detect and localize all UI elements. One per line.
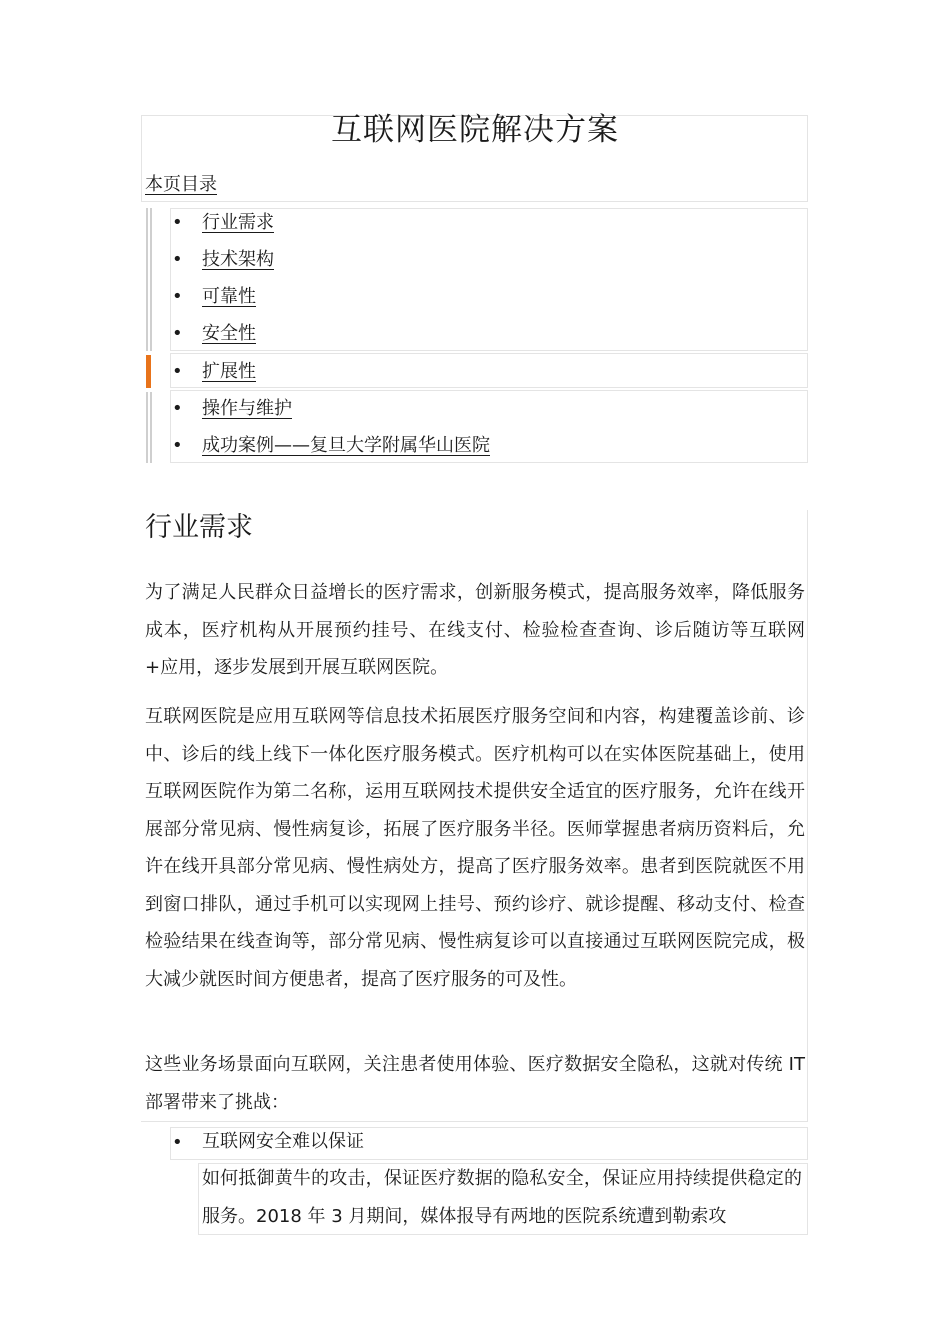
bullet-icon: •	[172, 323, 183, 344]
paragraph: 为了满足人民群众日益增长的医疗需求，创新服务模式，提高服务效率，降低服务成本，医疗机构从开展预约挂号、在线支付、检验检查查询、诊后随访等互联网+应用，逐步发展到开展互联网医院。	[145, 582, 805, 678]
paragraph: 这些业务场景面向互联网，关注患者使用体验、医疗数据安全隐私，这就对传统 IT 部署带来了挑战：	[145, 1054, 805, 1113]
toc-link-industry-needs[interactable]: 行业需求	[202, 212, 274, 233]
section-heading: 行业需求	[145, 512, 253, 543]
paragraph: 互联网医院是应用互联网等信息技术拓展医疗服务空间和内容，构建覆盖诊前、诊中、诊后的线上线下一体化医疗服务模式。医疗机构可以在实体医院基础上，使用互联网医院作为第二名称，运用互联网技术提供安全适宜的医疗服务，允许在线开展部分常见病、慢性病复诊，拓展了医疗服务半径。医师掌握患者病历资料后，允许在线开具部分常见病、慢性病处方，提高了医疗服务效率。患者到医院就医不用到窗口排队，通过手机可以实现网上挂号、预约诊疗、就诊提醒、移动支付、检查检验结果在线查询等，部分常见病、慢性病复诊可以直接通过互联网医院完成，极大减少就医时间方便患者，提高了医疗服务的可及性。	[145, 706, 805, 990]
challenge-body: 如何抵御黄牛的攻击，保证医疗数据的隐私安全，保证应用持续提供稳定的服务。2018 年 3 月期间，媒体报导有两地的医院系统遭到勒索攻	[202, 1168, 802, 1227]
toc-link-security[interactable]: 安全性	[202, 323, 256, 344]
toc-rail-bottom	[146, 392, 152, 463]
toc-link-architecture[interactable]: 技术架构	[202, 249, 274, 270]
toc-link-case-study[interactable]: 成功案例——复旦大学附属华山医院	[202, 435, 490, 456]
toc-label[interactable]: 本页目录	[145, 174, 217, 195]
toc-rail-top	[146, 208, 152, 351]
bullet-icon: •	[172, 286, 183, 307]
page-title: 互联网医院解决方案	[331, 112, 619, 148]
toc-link-scalability[interactable]: 扩展性	[202, 361, 256, 382]
toc-active-indicator	[146, 355, 151, 388]
bullet-icon: •	[172, 212, 183, 233]
toc-link-reliability[interactable]: 可靠性	[202, 286, 256, 307]
bullet-icon: •	[172, 435, 183, 456]
toc-group-frame-active	[170, 353, 808, 388]
toc-link-operations[interactable]: 操作与维护	[202, 398, 292, 419]
bullet-icon: •	[172, 249, 183, 270]
bullet-icon: •	[172, 361, 183, 382]
challenge-title: 互联网安全难以保证	[202, 1131, 364, 1152]
bullet-icon: •	[172, 1132, 183, 1153]
bullet-icon: •	[172, 398, 183, 419]
